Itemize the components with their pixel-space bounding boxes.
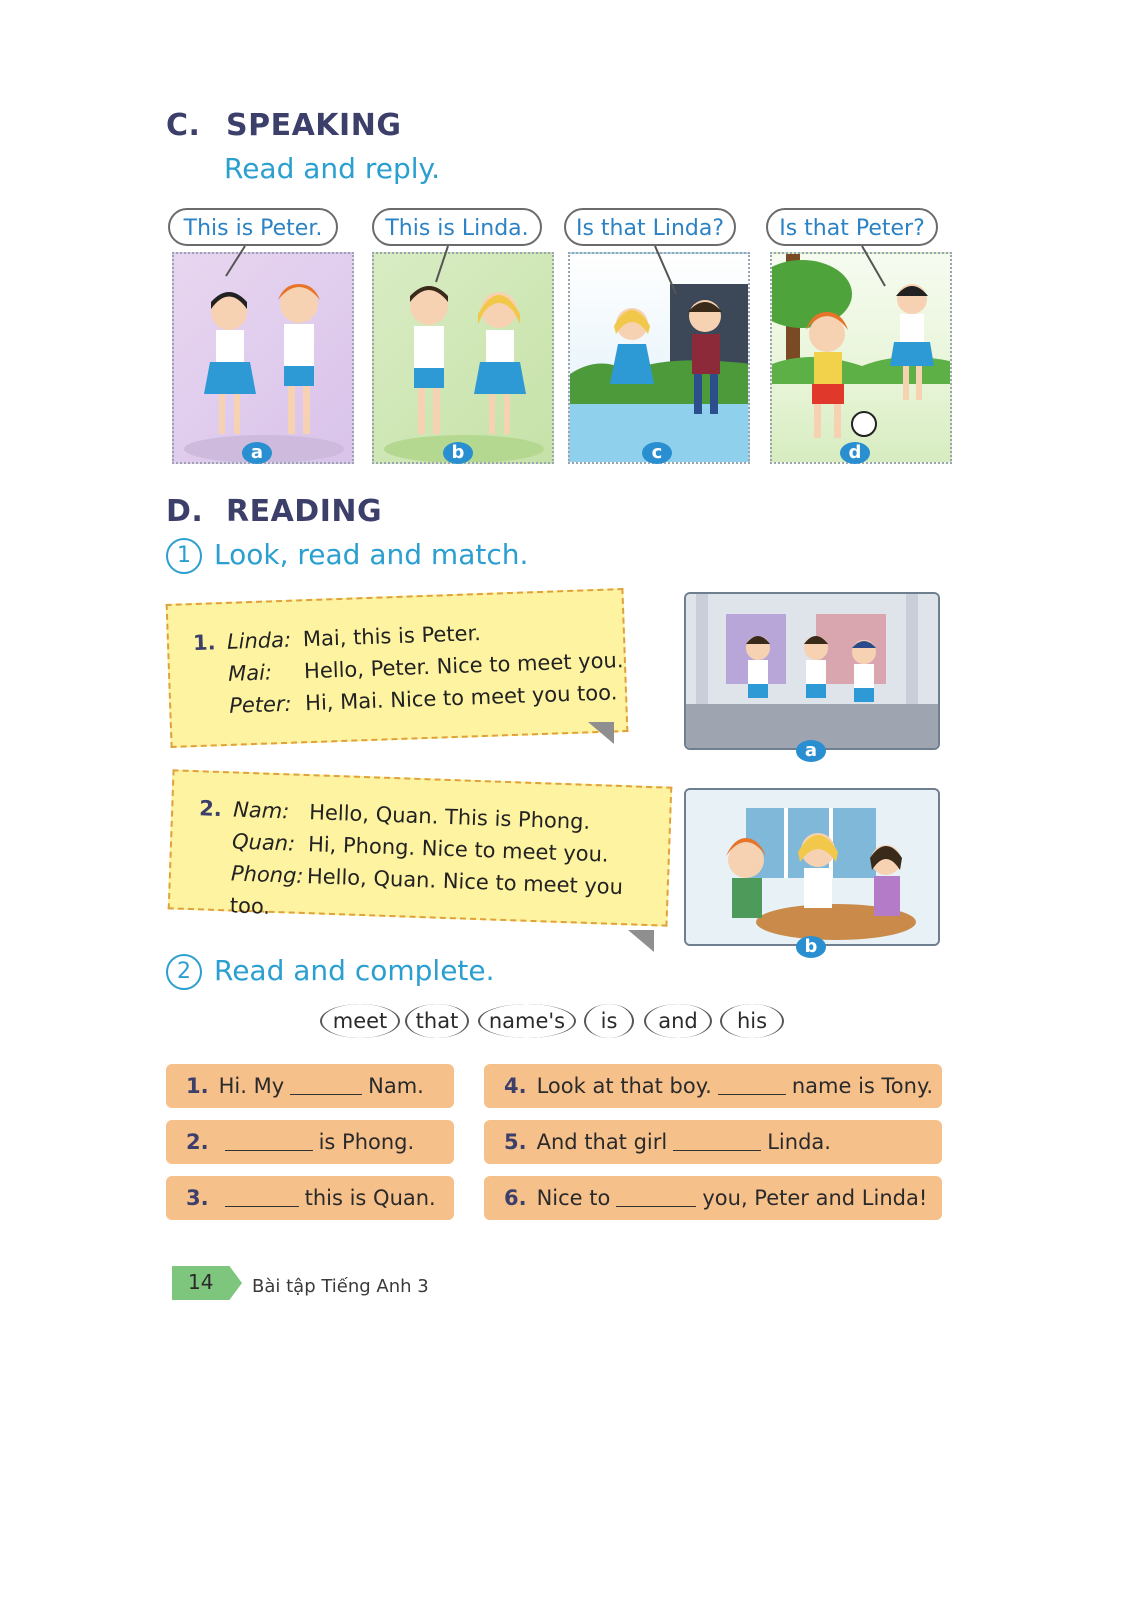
item-before: Look at that boy. — [536, 1074, 712, 1098]
word-chip-and: and — [644, 1004, 712, 1038]
line-text: Hello, Quan. Nice to meet you too. — [229, 864, 624, 919]
speaking-title: SPEAKING — [226, 108, 402, 143]
reading-picture-b — [684, 788, 940, 946]
exercise-1-number: 1 — [166, 538, 202, 574]
picture-badge-c: c — [642, 442, 672, 464]
answer-blank-1[interactable] — [290, 1064, 362, 1095]
speaker: Phong: — [230, 861, 304, 888]
answer-blank-6[interactable] — [616, 1176, 696, 1207]
item-after: Linda. — [767, 1130, 831, 1154]
note-2-fold — [628, 930, 654, 952]
exercise-2-number: 2 — [166, 954, 202, 990]
word-chip-names: name's — [478, 1004, 576, 1038]
speaker: Mai: — [227, 660, 273, 686]
reading-title: READING — [226, 494, 383, 529]
speech-bubble-b: This is Linda. — [372, 208, 542, 246]
item-number: 6. — [504, 1186, 527, 1210]
answer-blank-5[interactable] — [673, 1120, 761, 1151]
note-1-fold — [588, 722, 614, 744]
answer-blank-3[interactable] — [225, 1176, 299, 1207]
item-after: Nam. — [368, 1074, 424, 1098]
line-text: Hello, Peter. Nice to meet you. — [303, 648, 624, 684]
line-text: Hi, Phong. Nice to meet you. — [307, 832, 610, 867]
speaker: Linda: — [226, 627, 292, 654]
picture-badge-a: a — [242, 442, 272, 464]
item-after: you, Peter and Linda! — [702, 1186, 928, 1210]
complete-item-1 — [166, 1064, 454, 1108]
word-chip-meet: meet — [320, 1004, 400, 1038]
item-after: is Phong. — [318, 1130, 415, 1154]
speaking-instruction: Read and reply. — [224, 152, 440, 185]
complete-item-2 — [166, 1120, 454, 1164]
speaking-letter: C. — [166, 108, 201, 143]
item-number: 3. — [186, 1186, 209, 1210]
item-number: 1. — [186, 1074, 209, 1098]
item-number: 4. — [504, 1074, 527, 1098]
item-after: this is Quan. — [304, 1186, 436, 1210]
school-hallway-illustration — [686, 594, 938, 748]
reading-letter: D. — [166, 494, 204, 529]
page-number: 14 — [188, 1270, 214, 1294]
item-before: Hi. My — [218, 1074, 285, 1098]
item-before: And that girl — [536, 1130, 668, 1154]
dialogue-2-number: 2. — [198, 796, 223, 822]
dialogue-note-2 — [168, 769, 673, 926]
exercise-1-text: Look, read and match. — [214, 538, 529, 571]
speech-bubble-d: Is that Peter? — [766, 208, 938, 246]
reading-heading — [166, 494, 382, 529]
line-text: Hi, Mai. Nice to meet you too. — [304, 680, 618, 716]
item-after: name is Tony. — [791, 1074, 934, 1098]
reading-picture-a — [684, 592, 940, 750]
match-badge-b: b — [796, 936, 826, 958]
exercise-2-text: Read and complete. — [214, 954, 495, 987]
speaker: Peter: — [228, 691, 293, 718]
item-number: 5. — [504, 1130, 527, 1154]
line-text: Mai, this is Peter. — [302, 621, 482, 652]
answer-blank-4[interactable] — [718, 1064, 786, 1095]
picture-badge-d: d — [840, 442, 870, 464]
speaker: Nam: — [232, 797, 290, 824]
speech-bubble-tails — [0, 0, 1131, 300]
item-number: 2. — [186, 1130, 209, 1154]
exercise-2-instruction — [166, 954, 495, 990]
dialogue-1-number: 1. — [192, 630, 217, 656]
dialogue-note-1 — [166, 588, 629, 748]
answer-blank-2[interactable] — [225, 1120, 313, 1151]
match-badge-a: a — [796, 740, 826, 762]
item-before: Nice to — [536, 1186, 611, 1210]
exercise-1-instruction — [166, 538, 528, 574]
school-canteen-illustration — [686, 790, 938, 944]
complete-item-6 — [484, 1176, 942, 1220]
word-chip-is: is — [584, 1004, 634, 1038]
word-chip-that: that — [405, 1004, 469, 1038]
word-chip-his: his — [720, 1004, 784, 1038]
speech-bubble-a: This is Peter. — [168, 208, 338, 246]
complete-item-5 — [484, 1120, 942, 1164]
speech-bubble-c: Is that Linda? — [564, 208, 736, 246]
line-text: Hello, Quan. This is Phong. — [308, 800, 591, 834]
complete-item-3 — [166, 1176, 454, 1220]
complete-item-4 — [484, 1064, 942, 1108]
picture-badge-b: b — [443, 442, 473, 464]
speaker: Quan: — [231, 829, 296, 856]
book-title: Bài tập Tiếng Anh 3 — [252, 1276, 429, 1297]
